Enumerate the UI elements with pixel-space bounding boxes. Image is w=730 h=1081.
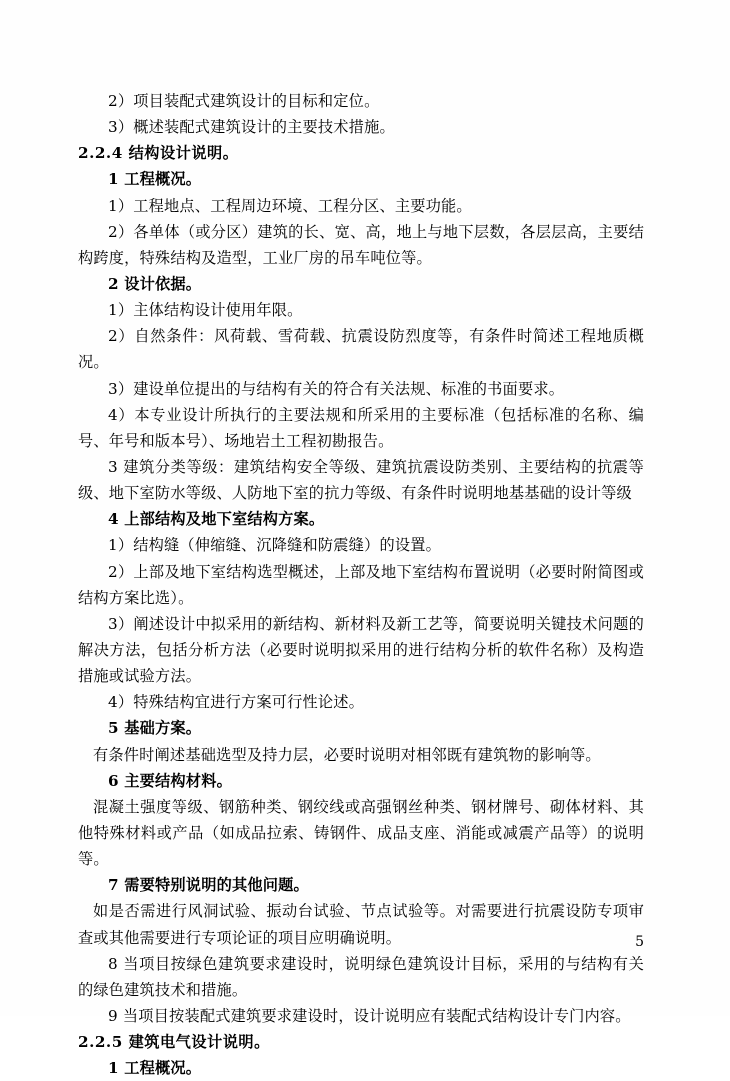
list-item: 2）上部及地下室结构选型概述，上部及地下室结构布置说明（必要时附简图或结构方案比选）。 <box>78 562 644 607</box>
sub-heading-paragraph: 9 当项目按装配式建筑要求建设时，设计说明应有装配式结构设计专门内容。 <box>108 1006 631 1025</box>
list-item: 3）概述装配式建筑设计的主要技术措施。 <box>108 118 395 137</box>
list-item: 3）阐述设计中拟采用的新结构、新材料及新工艺等，简要说明关键技术问题的解决方法，包括分析方法（必要时说明拟采用的进行结构分析的软件名称）及构造措施或试验方法。 <box>78 614 644 686</box>
paragraph: 混凝土强度等级、钢筋种类、钢绞线或高强钢丝种类、钢材牌号、砌体材料、其他特殊材料或产品（如成品拉索、铸钢件、成品支座、消能或减震产品等）的说明等。 <box>78 797 644 869</box>
list-item: 2）各单体（或分区）建筑的长、宽、高，地上与地下层数，各层层高，主要结构跨度，特殊结构及造型，工业厂房的吊车吨位等。 <box>78 222 644 267</box>
list-item: 3）建设单位提出的与结构有关的符合有关法规、标准的书面要求。 <box>108 379 565 398</box>
sub-heading: 4 上部结构及地下室结构方案。 <box>108 510 325 529</box>
sub-heading: 5 基础方案。 <box>108 719 202 738</box>
sub-heading: 1 工程概况。 <box>108 170 202 189</box>
sub-heading: 1 工程概况。 <box>108 1059 202 1078</box>
page-body <box>78 88 644 1081</box>
paragraph: 如是否需进行风洞试验、振动台试验、节点试验等。对需要进行抗震设防专项审查或其他需要进行专项论证的项目应明确说明。 <box>78 902 644 947</box>
list-item: 2）项目装配式建筑设计的目标和定位。 <box>108 92 380 110</box>
list-item: 2）自然条件：风荷载、雪荷载、抗震设防烈度等，有条件时简述工程地质概况。 <box>78 327 644 372</box>
sub-heading-paragraph: 3 建筑分类等级：建筑结构安全等级、建筑抗震设防类别、主要结构的抗震等级、地下室防水等级、人防地下室的抗力等级、有条件时说明地基基础的设计等级 <box>78 457 644 503</box>
page-number: 5 <box>635 934 644 950</box>
list-item: 1）结构缝（伸缩缝、沉降缝和防震缝）的设置。 <box>108 536 442 555</box>
paragraph: 有条件时阐述基础选型及持力层，必要时说明对相邻既有建筑物的影响等。 <box>93 745 601 764</box>
list-item: 1）主体结构设计使用年限。 <box>108 301 303 320</box>
section-heading: 2.2.4 结构设计说明。 <box>78 144 239 163</box>
sub-heading: 7 需要特别说明的其他问题。 <box>108 876 309 895</box>
section-heading: 2.2.5 建筑电气设计说明。 <box>78 1033 270 1052</box>
list-item: 4）本专业设计所执行的主要法规和所采用的主要标准（包括标准的名称、编号、年号和版本号）、场地岩土工程初勘报告。 <box>78 405 644 450</box>
sub-heading-paragraph: 8 当项目按绿色建筑要求建设时，说明绿色建筑设计目标，采用的与结构有关的绿色建筑技术和措施。 <box>78 954 644 999</box>
list-item: 4）特殊结构宜进行方案可行性论述。 <box>108 693 365 712</box>
list-item: 1）工程地点、工程周边环境、工程分区、主要功能。 <box>108 196 472 215</box>
sub-heading: 6 主要结构材料。 <box>108 771 232 790</box>
sub-heading: 2 设计依据。 <box>108 274 202 293</box>
